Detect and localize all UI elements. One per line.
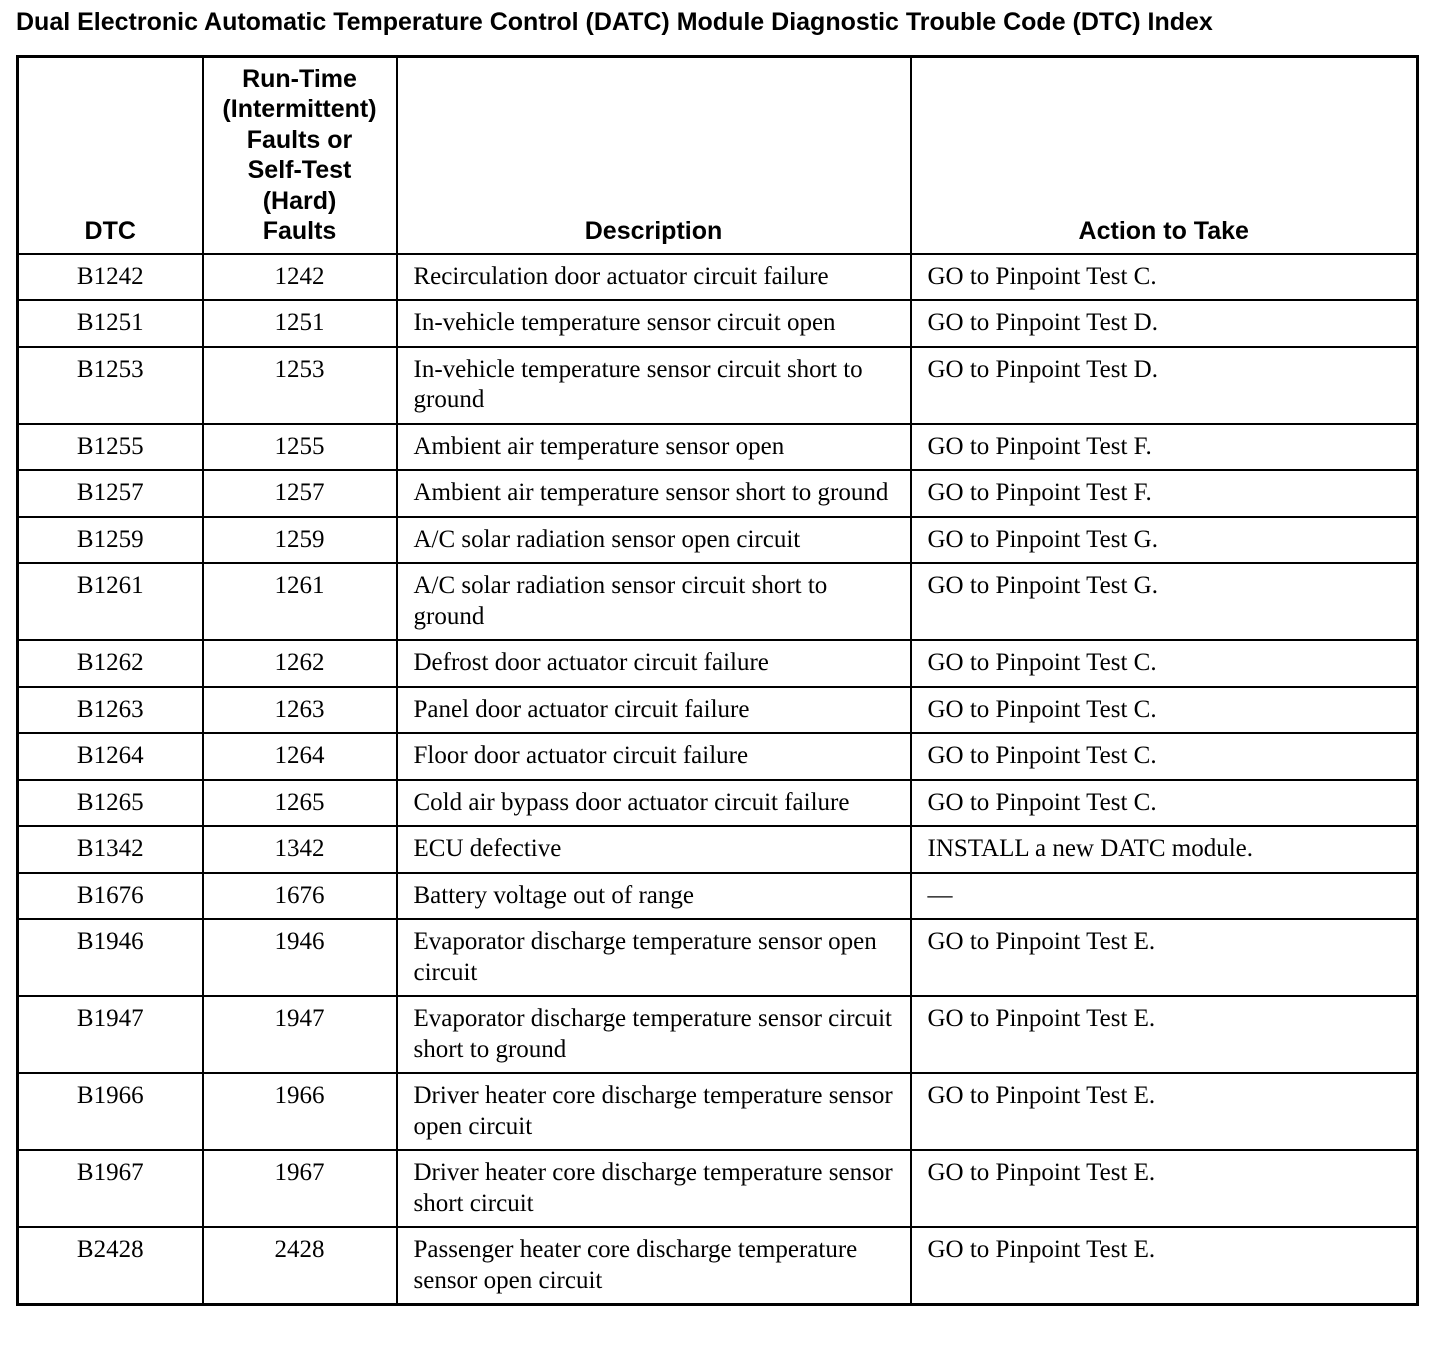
description-cell: Panel door actuator circuit failure [397, 687, 911, 734]
action-cell: GO to Pinpoint Test D. [911, 347, 1418, 424]
action-cell: INSTALL a new DATC module. [911, 826, 1418, 873]
table-row [18, 873, 1418, 920]
table-row [18, 347, 1418, 424]
table-row [18, 1073, 1418, 1150]
runtime-code-cell: 1264 [203, 733, 397, 780]
dtc-code-cell: B1946 [18, 919, 203, 996]
action-cell: GO to Pinpoint Test E. [911, 1073, 1418, 1150]
runtime-code-cell: 1342 [203, 826, 397, 873]
column-header-description: Description [397, 57, 911, 254]
action-cell: GO to Pinpoint Test E. [911, 919, 1418, 996]
table-row [18, 640, 1418, 687]
table-row [18, 470, 1418, 517]
dtc-code-cell: B1264 [18, 733, 203, 780]
runtime-code-cell: 1265 [203, 780, 397, 827]
action-cell: GO to Pinpoint Test C. [911, 733, 1418, 780]
column-header-action: Action to Take [911, 57, 1418, 254]
dtc-code-cell: B1259 [18, 517, 203, 564]
description-cell: Passenger heater core discharge temperature sensor open circuit [397, 1227, 911, 1305]
runtime-code-cell: 1242 [203, 254, 397, 301]
description-cell: Ambient air temperature sensor short to ground [397, 470, 911, 517]
dtc-code-cell: B2428 [18, 1227, 203, 1305]
table-row [18, 1150, 1418, 1227]
description-cell: Cold air bypass door actuator circuit failure [397, 780, 911, 827]
description-cell: Ambient air temperature sensor open [397, 424, 911, 471]
action-cell: GO to Pinpoint Test E. [911, 1150, 1418, 1227]
dtc-code-cell: B1261 [18, 563, 203, 640]
dtc-code-cell: B1255 [18, 424, 203, 471]
action-cell: GO to Pinpoint Test G. [911, 517, 1418, 564]
dtc-code-cell: B1676 [18, 873, 203, 920]
table-row [18, 1227, 1418, 1305]
action-cell: GO to Pinpoint Test E. [911, 996, 1418, 1073]
description-cell: A/C solar radiation sensor circuit short to ground [397, 563, 911, 640]
table-row [18, 733, 1418, 780]
description-cell: Evaporator discharge temperature sensor open circuit [397, 919, 911, 996]
runtime-code-cell: 2428 [203, 1227, 397, 1305]
runtime-code-cell: 1251 [203, 300, 397, 347]
runtime-code-cell: 1676 [203, 873, 397, 920]
dtc-code-cell: B1253 [18, 347, 203, 424]
description-cell: Evaporator discharge temperature sensor circuit short to ground [397, 996, 911, 1073]
description-cell: Driver heater core discharge temperature sensor open circuit [397, 1073, 911, 1150]
action-cell: — [911, 873, 1418, 920]
runtime-code-cell: 1967 [203, 1150, 397, 1227]
action-cell: GO to Pinpoint Test C. [911, 640, 1418, 687]
runtime-code-cell: 1966 [203, 1073, 397, 1150]
description-cell: In-vehicle temperature sensor circuit short to ground [397, 347, 911, 424]
table-row [18, 919, 1418, 996]
table-row [18, 996, 1418, 1073]
runtime-code-cell: 1262 [203, 640, 397, 687]
dtc-code-cell: B1265 [18, 780, 203, 827]
runtime-code-cell: 1261 [203, 563, 397, 640]
dtc-index-table [16, 55, 1419, 1306]
runtime-code-cell: 1947 [203, 996, 397, 1073]
action-cell: GO to Pinpoint Test E. [911, 1227, 1418, 1305]
dtc-code-cell: B1257 [18, 470, 203, 517]
action-cell: GO to Pinpoint Test C. [911, 780, 1418, 827]
table-row [18, 517, 1418, 564]
runtime-code-cell: 1946 [203, 919, 397, 996]
dtc-code-cell: B1242 [18, 254, 203, 301]
table-body [18, 254, 1418, 1305]
description-cell: Battery voltage out of range [397, 873, 911, 920]
runtime-code-cell: 1259 [203, 517, 397, 564]
action-cell: GO to Pinpoint Test C. [911, 687, 1418, 734]
dtc-code-cell: B1251 [18, 300, 203, 347]
table-row [18, 424, 1418, 471]
runtime-code-cell: 1255 [203, 424, 397, 471]
description-cell: In-vehicle temperature sensor circuit open [397, 300, 911, 347]
action-cell: GO to Pinpoint Test F. [911, 470, 1418, 517]
dtc-code-cell: B1967 [18, 1150, 203, 1227]
table-row [18, 300, 1418, 347]
action-cell: GO to Pinpoint Test D. [911, 300, 1418, 347]
dtc-code-cell: B1262 [18, 640, 203, 687]
table-row [18, 780, 1418, 827]
description-cell: Defrost door actuator circuit failure [397, 640, 911, 687]
description-cell: Recirculation door actuator circuit failure [397, 254, 911, 301]
table-header-row [18, 57, 1418, 254]
table-row [18, 687, 1418, 734]
description-cell: A/C solar radiation sensor open circuit [397, 517, 911, 564]
runtime-code-cell: 1263 [203, 687, 397, 734]
runtime-code-cell: 1257 [203, 470, 397, 517]
description-cell: Floor door actuator circuit failure [397, 733, 911, 780]
dtc-code-cell: B1966 [18, 1073, 203, 1150]
dtc-code-cell: B1947 [18, 996, 203, 1073]
dtc-code-cell: B1263 [18, 687, 203, 734]
table-row [18, 254, 1418, 301]
table-row [18, 826, 1418, 873]
column-header-dtc: DTC [18, 57, 203, 254]
page-title: Dual Electronic Automatic Temperature Control (DATC) Module Diagnostic Trouble Code (DTC) Index [16, 8, 1213, 36]
column-header-runtime-faults: Run-Time (Intermittent) Faults or Self-Test (Hard) Faults [203, 57, 397, 254]
description-cell: ECU defective [397, 826, 911, 873]
description-cell: Driver heater core discharge temperature sensor short circuit [397, 1150, 911, 1227]
action-cell: GO to Pinpoint Test F. [911, 424, 1418, 471]
table-row [18, 563, 1418, 640]
runtime-code-cell: 1253 [203, 347, 397, 424]
dtc-code-cell: B1342 [18, 826, 203, 873]
action-cell: GO to Pinpoint Test C. [911, 254, 1418, 301]
action-cell: GO to Pinpoint Test G. [911, 563, 1418, 640]
